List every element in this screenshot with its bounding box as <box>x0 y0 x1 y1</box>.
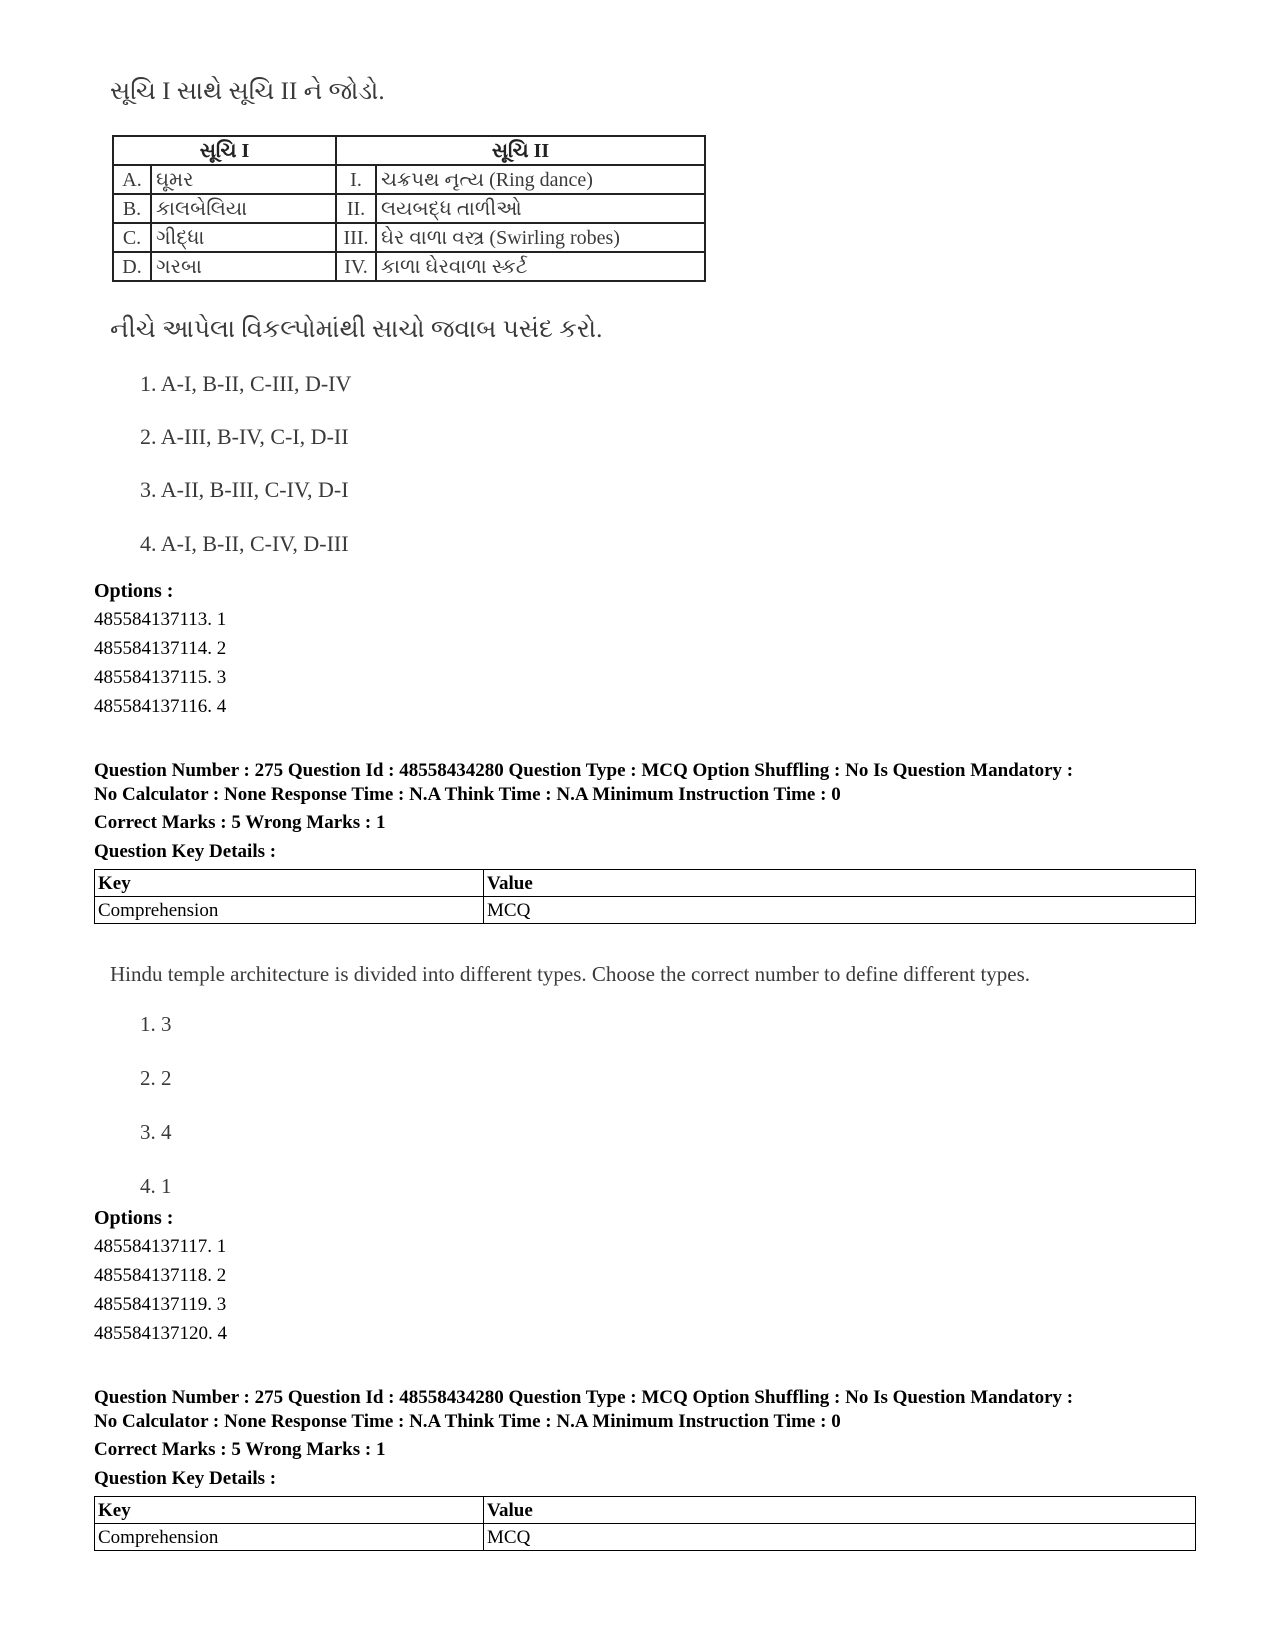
key-details-table <box>94 1496 1196 1551</box>
question-text: Hindu temple architecture is divided into different types. Choose the correct number to define different types. <box>110 962 1031 986</box>
answer-choice: 2. 2 <box>140 1066 172 1090</box>
marks-line: Correct Marks : 5 Wrong Marks : 1 <box>94 812 386 833</box>
options-heading: Options : <box>94 580 174 602</box>
question-meta <box>94 1386 1204 1434</box>
row-numeral: I. <box>336 165 376 194</box>
key-details-table <box>94 869 1196 924</box>
list-1-header: સૂચિ I <box>113 136 336 165</box>
marks-line: Correct Marks : 5 Wrong Marks : 1 <box>94 1439 386 1460</box>
table-row <box>113 165 705 194</box>
row-label: C. <box>113 223 151 252</box>
match-table <box>112 135 706 282</box>
match-table-header <box>113 136 705 165</box>
option-line: 485584137115. 3 <box>94 667 227 688</box>
list-2-header: સૂચિ II <box>336 136 705 165</box>
key-details-heading: Question Key Details : <box>94 1468 277 1489</box>
key-cell: Comprehension <box>95 897 484 924</box>
option-line: 485584137114. 2 <box>94 638 227 659</box>
table-row <box>113 252 705 281</box>
answer-choice: 3. 4 <box>140 1120 172 1144</box>
table-row <box>95 870 1196 897</box>
value-cell: MCQ <box>484 1524 1196 1551</box>
table-row <box>113 223 705 252</box>
row-label: A. <box>113 165 151 194</box>
list-1-item: ગીદ્ધા <box>151 223 336 252</box>
table-row <box>95 897 1196 924</box>
answer-choice: 3. A-II, B-III, C-IV, D-I <box>140 477 349 502</box>
question-title: સૂચિ I સાથે સૂચિ II ને જોડો. <box>110 78 385 105</box>
table-row <box>95 1497 1196 1524</box>
list-2-item: લયબદ્ધ તાળીઓ <box>376 194 705 223</box>
question-meta-line: Question Number : 275 Question Id : 48558434280 Question Type : MCQ Option Shuffling : No Is Question Mandatory : <box>94 1387 1074 1408</box>
row-numeral: III. <box>336 223 376 252</box>
question-meta-line: No Calculator : None Response Time : N.A Think Time : N.A Minimum Instruction Time : 0 <box>94 1411 841 1432</box>
value-header: Value <box>484 1497 1196 1524</box>
row-numeral: IV. <box>336 252 376 281</box>
answer-choice: 4. A-I, B-II, C-IV, D-III <box>140 531 349 556</box>
list-2-item: કાળા ઘેરવાળા સ્કર્ટ <box>376 252 705 281</box>
option-line: 485584137118. 2 <box>94 1265 227 1286</box>
answer-choice: 4. 1 <box>140 1174 172 1198</box>
key-header: Key <box>95 1497 484 1524</box>
option-line: 485584137120. 4 <box>94 1323 227 1344</box>
option-line: 485584137113. 1 <box>94 609 227 630</box>
options-heading: Options : <box>94 1207 174 1229</box>
question-meta <box>94 759 1204 807</box>
key-cell: Comprehension <box>95 1524 484 1551</box>
question-meta-line: No Calculator : None Response Time : N.A Think Time : N.A Minimum Instruction Time : 0 <box>94 784 841 805</box>
answer-choice: 2. A-III, B-IV, C-I, D-II <box>140 424 349 449</box>
table-row <box>95 1524 1196 1551</box>
list-1-item: ઘૂમર <box>151 165 336 194</box>
table-row <box>113 194 705 223</box>
value-header: Value <box>484 870 1196 897</box>
option-line: 485584137119. 3 <box>94 1294 227 1315</box>
key-header: Key <box>95 870 484 897</box>
value-cell: MCQ <box>484 897 1196 924</box>
row-label: B. <box>113 194 151 223</box>
list-2-item: ઘેર વાળા વસ્ત્ર (Swirling robes) <box>376 223 705 252</box>
list-1-item: કાલબેલિયા <box>151 194 336 223</box>
row-numeral: II. <box>336 194 376 223</box>
question-meta-line: Question Number : 275 Question Id : 48558434280 Question Type : MCQ Option Shuffling : No Is Question Mandatory : <box>94 760 1074 781</box>
key-details-heading: Question Key Details : <box>94 841 277 862</box>
answer-choice: 1. 3 <box>140 1012 172 1036</box>
option-line: 485584137117. 1 <box>94 1236 227 1257</box>
list-2-item: ચક્રપથ નૃત્ય (Ring dance) <box>376 165 705 194</box>
row-label: D. <box>113 252 151 281</box>
option-line: 485584137116. 4 <box>94 696 227 717</box>
answer-choice: 1. A-I, B-II, C-III, D-IV <box>140 371 352 396</box>
list-1-item: ગરબા <box>151 252 336 281</box>
question-instruction: નીચે આપેલા વિકલ્પોમાંથી સાચો જવાબ પસંદ કરો. <box>110 316 603 343</box>
